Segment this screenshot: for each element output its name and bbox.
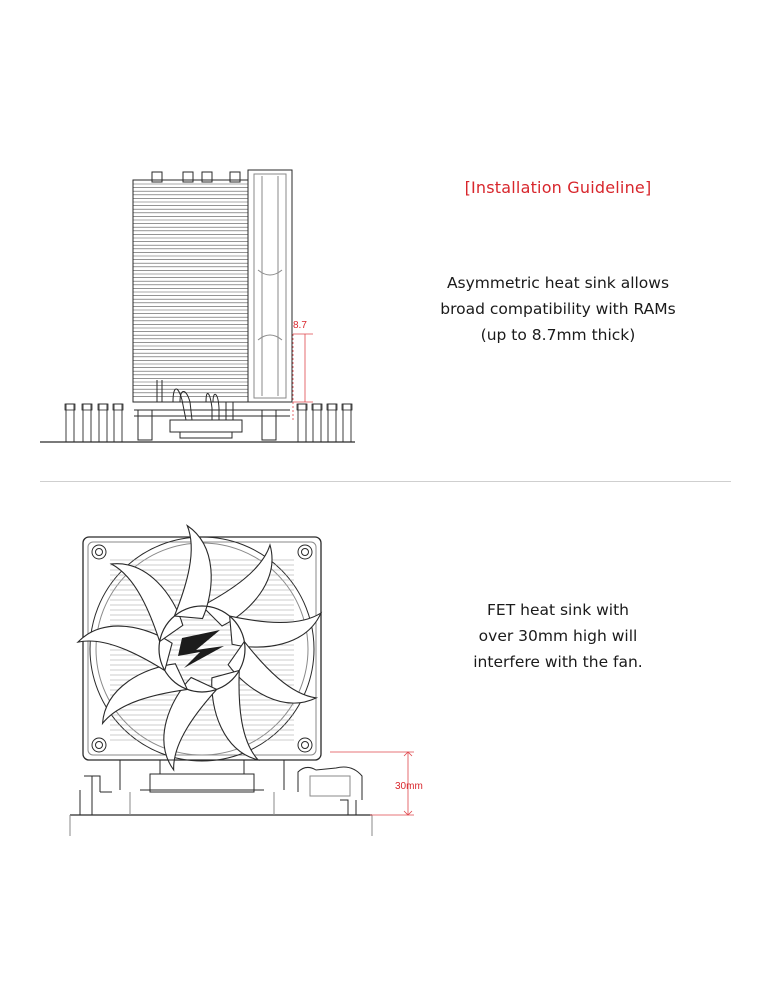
heatpipes [157,380,233,420]
ram-modules-right [297,404,352,442]
ram-modules-left [65,404,123,442]
fet-interference-text [430,597,686,675]
ram-text-line-1: Asymmetric heat sink allows [446,274,670,292]
heatsink-body [133,180,248,402]
ram-compatibility-text [420,270,696,348]
fet-text-line-3: interfere with the fan. [473,653,643,671]
guideline-title: [Installation Guideline] [464,178,652,197]
fan-blades [77,524,322,770]
fet-text-line-1: FET heat sink with [487,601,629,619]
fet-heatsink [298,767,362,815]
clearance-label: 8.7 [293,320,307,331]
side-view-diagram [0,0,771,481]
ram-text-line-2: broad compatibility with RAMs [440,300,676,318]
left-mount-bracket [80,776,112,815]
brand-logo-icon [178,630,224,668]
fan-side-view [248,170,292,402]
cooler-base [120,760,284,792]
height-label: 30mm [395,781,423,792]
heatsink-fin-stack [133,184,248,396]
front-view-diagram [0,481,771,1000]
motherboard [70,792,372,836]
ram-text-line-3: (up to 8.7mm thick) [480,326,636,344]
clearance-dimension [293,334,313,420]
fet-text-line-2: over 30mm high will [478,627,638,645]
